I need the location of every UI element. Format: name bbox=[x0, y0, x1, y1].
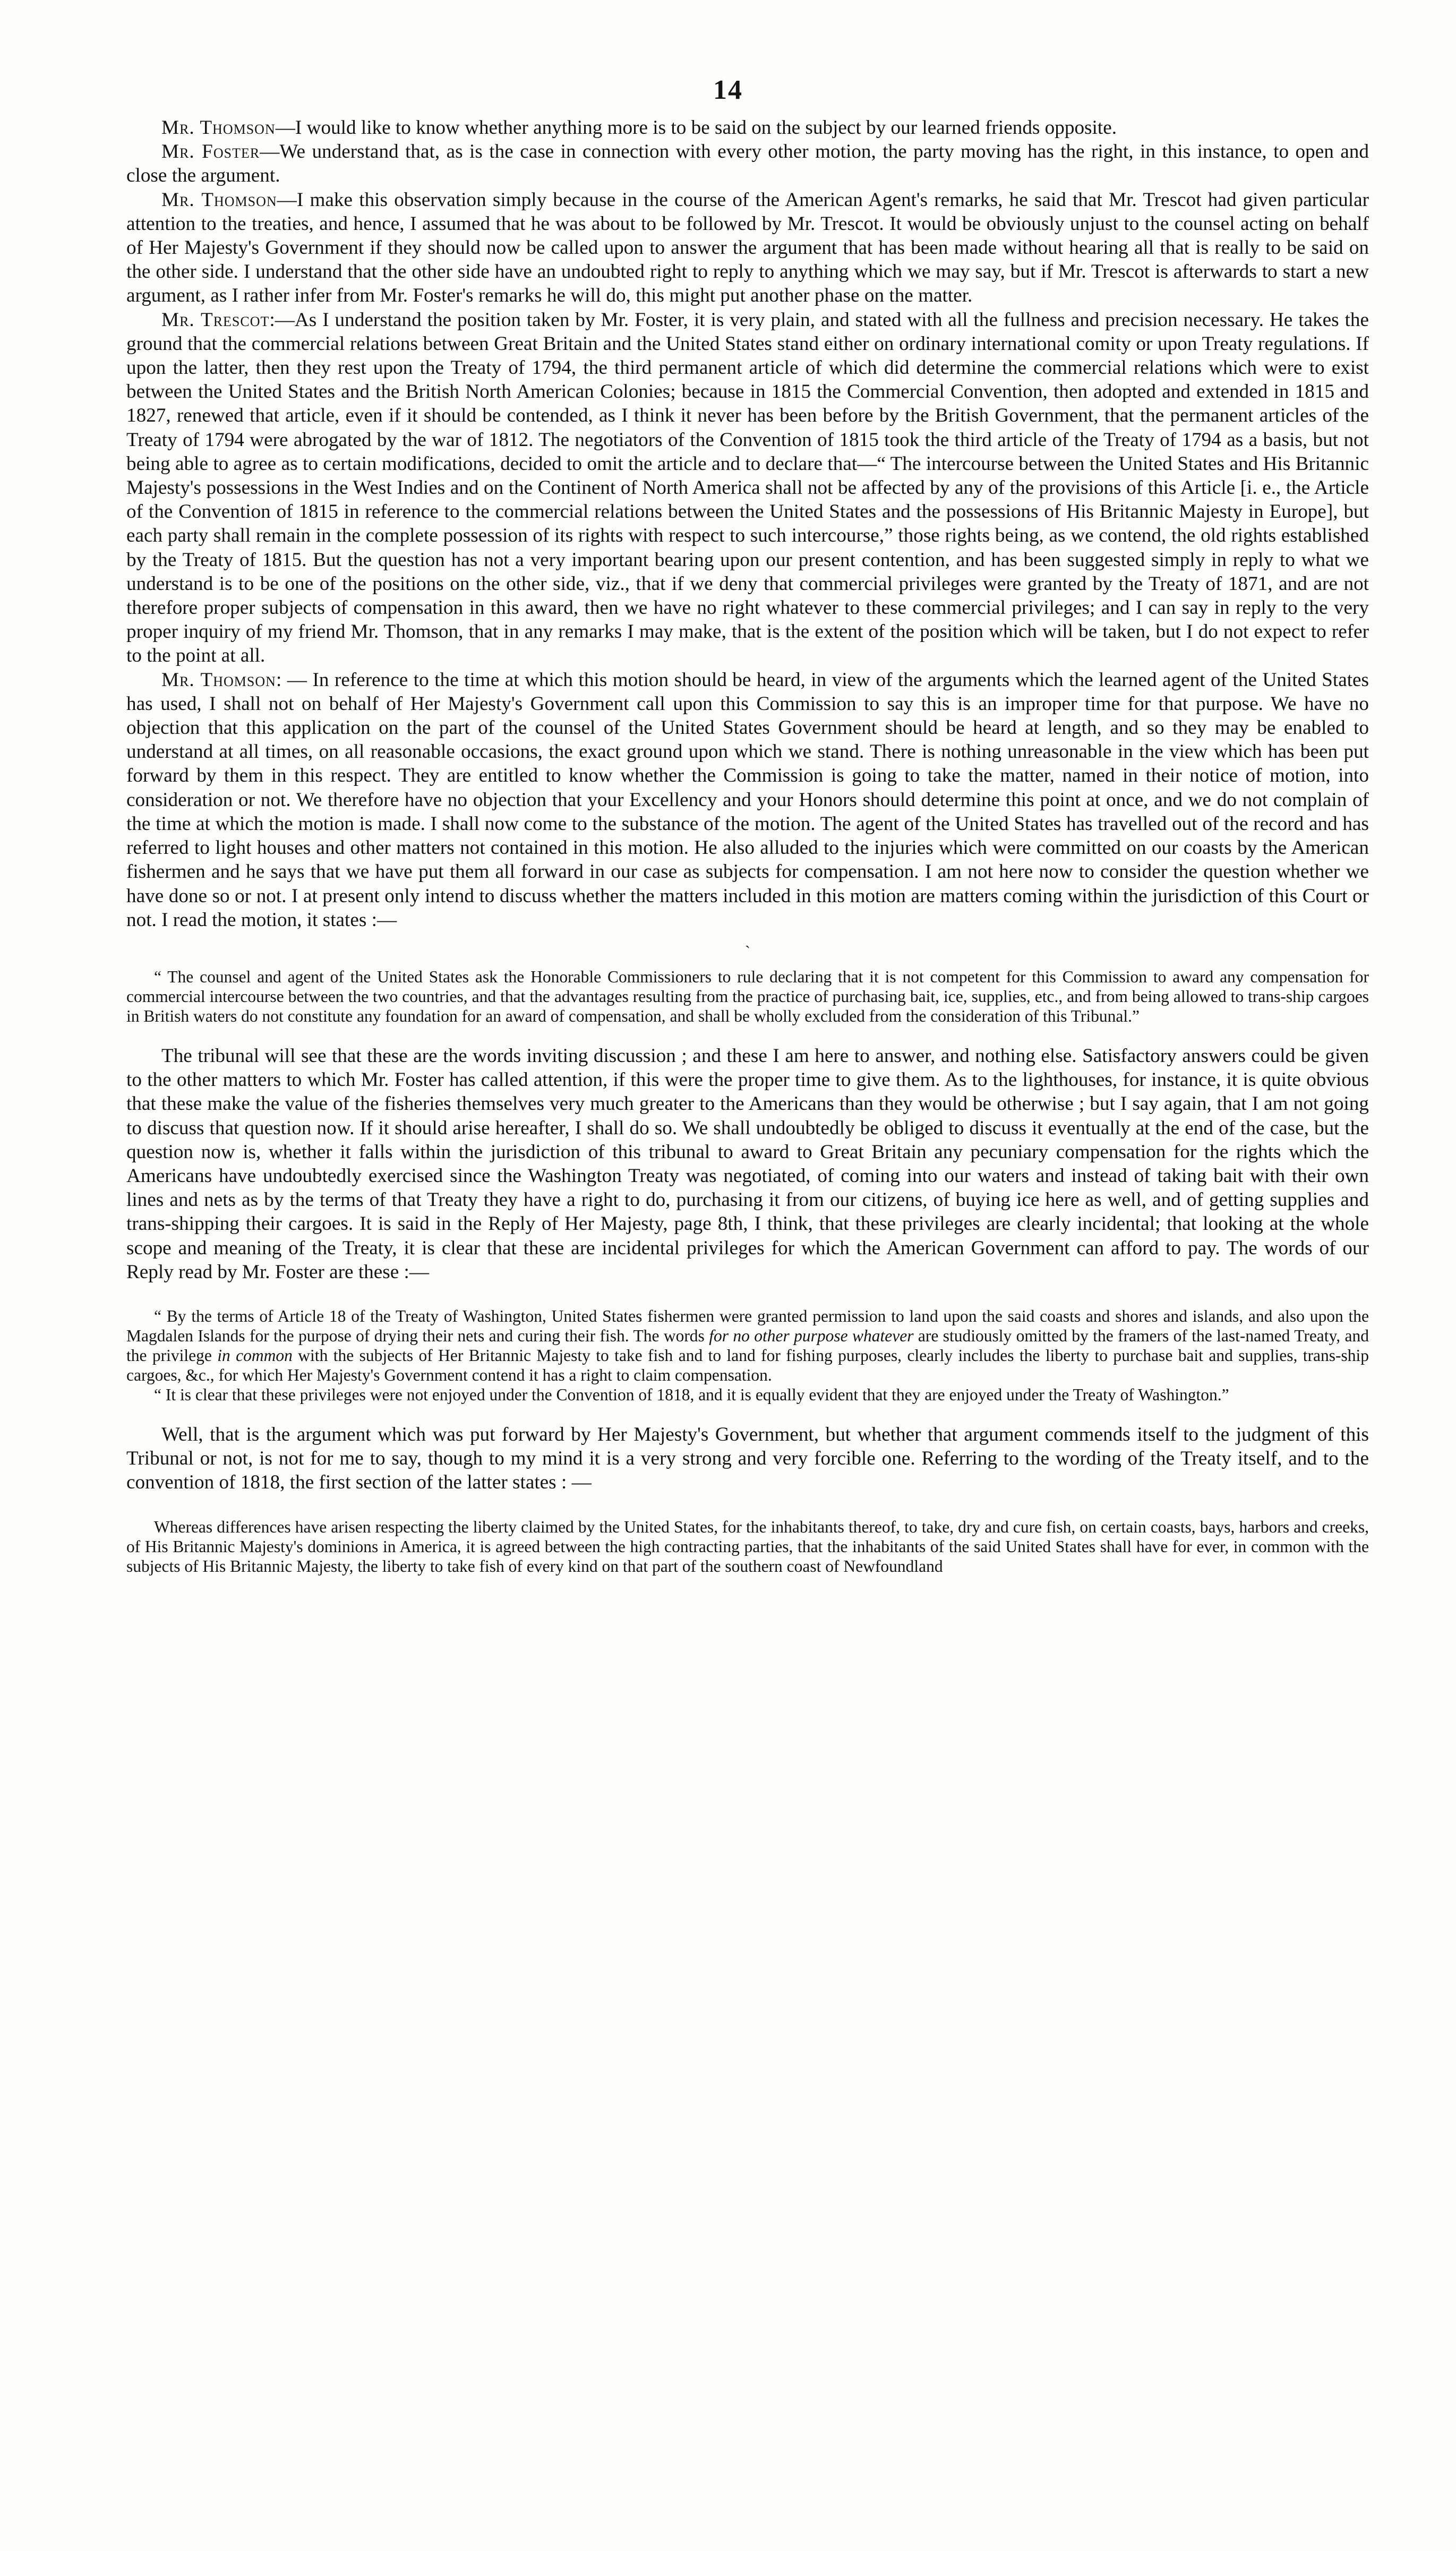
speaker-name: Mr. Foster bbox=[161, 141, 260, 163]
paragraph bbox=[126, 140, 1369, 187]
speaker-name: Mr. Thomson bbox=[161, 189, 277, 211]
paragraph: Well, that is the argument which was put forward by Her Majesty's Government, but whether that argument commends itself to the judgment of this Tribunal or not, is not for me to say, though to my mind it is a very strong and very forcible one. Referring to the wording of the Treaty itself, and to the convention of 1818, the first section of the latter states : — bbox=[126, 1423, 1369, 1494]
paragraph bbox=[126, 668, 1369, 932]
speaker-name: Mr. Thomson bbox=[161, 117, 276, 139]
speaker-name: Mr. Trescot bbox=[161, 309, 270, 331]
paragraph bbox=[126, 188, 1369, 308]
document-body bbox=[126, 116, 1369, 1594]
paragraph-text: : — In reference to the time at which this motion should be heard, in view of the arguments which the learned agent of the United States has used, I shall not on behalf of Her Majesty's Government call upon this Commission to say this is an improper time for that purpose. We have no objection that this application on the part of the counsel of the United States Government should be heard at length, and so they may be enabled to understand at all times, on all reasonable occasions, the exact ground upon which we stand. There is nothing unreasonable in the view which has been put forward by them in this respect. They are entitled to know whether the Commission is going to take the matter, named in their notice of motion, into consideration or not. We therefore have no objection that your Excellency and your Honors should determine this point at once, and we do not complain of the time at which the motion is made. I shall now come to the substance of the motion. The agent of the United States has travelled out of the record and has referred to light houses and other matters not contained in this motion. He also alluded to the injuries which were committed on our coasts by the American fishermen and he says that we have put them all forward in our case as subjects for compensation. I am not here now to consider the question whether we have done so or not. I at present only intend to discuss whether the matters included in this motion are matters coming within the jurisdiction of this Court or not. I read the motion, it states :— bbox=[126, 669, 1369, 931]
paragraph bbox=[126, 116, 1369, 140]
paragraph bbox=[126, 308, 1369, 668]
speaker-name: Mr. Thomson bbox=[161, 669, 276, 691]
quote-paragraph: “ It is clear that these privileges were not enjoyed under the Convention of 1818, and it is equally evident that they are enjoyed under the Treaty of Washington.” bbox=[154, 1385, 1229, 1404]
separator-mark: ˎ bbox=[745, 930, 750, 948]
block-quote-convention bbox=[126, 1517, 1369, 1576]
paragraph-text: —I make this observation simply because in the course of the American Agent's remarks, he said that Mr. Trescot had given particular attention to the treaties, and hence, I assumed that he was about to be followed by Mr. Trescot. It would be obviously unjust to the counsel acting on behalf of Her Majesty's Government if they should now be called upon to answer the argument that has been made without hearing all that is really to be said on the other side. I understand that the other side have an undoubted right to reply to anything which we may say, but if Mr. Trescot is afterwards to start a new argument, as I rather infer from Mr. Foster's remarks he will do, this might put another phase on the matter. bbox=[126, 189, 1369, 307]
quote-paragraph: “ By the terms of Article 18 of the Treaty of Washington, United States fishermen were granted permission to land upon the said coasts and shores and islands, and also upon the Magdalen Islands for the purpose of drying their nets and curing their fish. The words for no other purpose whatever are studiously omitted by the framers of the last-named Treaty, and the privilege in common with the subjects of Her Britannic Majesty to take fish and to land for fishing purposes, clearly includes the liberty to purchase bait and supplies, trans-ship cargoes, &c., for which Her Majesty's Government contend it has a right to claim compensation. bbox=[126, 1306, 1369, 1384]
page-number: 14 bbox=[713, 75, 743, 105]
block-quote-motion bbox=[126, 967, 1369, 1026]
quote-text: “ The counsel and agent of the United States ask the Honorable Commissioners to rule declaring that it is not competent for this Commission to award any compensation for commercial intercourse between the two countries, and that the advantages resulting from the practice of purchasing bait, ice, supplies, etc., and from being allowed to trans-ship cargoes in British waters do not constitute any foundation for an award of compensation, and shall be wholly excluded from the consideration of this Tribunal.” bbox=[126, 967, 1369, 1025]
paragraph: The tribunal will see that these are the words inviting discussion ; and these I am here to answer, and nothing else. Satisfactory answers could be given to the other matters to which Mr. Foster has called attention, if this were the proper time to give them. As to the lighthouses, for instance, it is quite obvious that these make the value of the fisheries themselves very much greater to the Americans than they would be otherwise ; but I say again, that I am not going to discuss that question now. If it should arise hereafter, I shall do so. We shall undoubtedly be obliged to discuss it eventually at the end of the case, but the question now is, whether it falls within the jurisdiction of this tribunal to award to Great Britain any pecuniary compensation for the rights which the Americans have undoubtedly exercised since the Washington Treaty was negotiated, of coming into our waters and instead of taking bait with their own lines and nets as by the terms of that Treaty they have a right to do, purchasing it from our citizens, of buying ice here as well, and of getting supplies and trans-shipping their cargoes. It is said in the Reply of Her Majesty, page 8th, I think, that these privileges are clearly incidental; that looking at the whole scope and meaning of the Treaty, it is clear that these are incidental privileges for which the American Government can afford to pay. The words of our Reply read by Mr. Foster are these :— bbox=[126, 1045, 1369, 1283]
paragraph-text: —We understand that, as is the case in connection with every other motion, the party moving has the right, in this instance, to open and close the argument. bbox=[126, 141, 1369, 187]
paragraph-text: —I would like to know whether anything more is to be said on the subject by our learned friends opposite. bbox=[275, 117, 1117, 139]
block-quote-reply bbox=[126, 1306, 1369, 1405]
quote-text: Whereas differences have arisen respecting the liberty claimed by the United States, for the inhabitants thereof, to take, dry and cure fish, on certain coasts, bays, harbors and creeks, of His Britannic Majesty's dominions in America, it is agreed between the high contracting parties, that the inhabitants of the said United States shall have for ever, in common with the subjects of His Britannic Majesty, the liberty to take fish of every kind on that part of the southern coast of Newfoundland bbox=[126, 1517, 1369, 1576]
paragraph-text: :—As I understand the position taken by Mr. Foster, it is very plain, and stated with all the fullness and precision necessary. He takes the ground that the commercial relations between Great Britain and the United States stand either on ordinary international comity or upon Treaty regulations. If upon the latter, then they rest upon the Treaty of 1794, the third permanent article of which did determine the commercial relations which were to exist between the United States and the British North American Colonies; because in 1815 the Commercial Convention, then adopted and extended in 1815 and 1827, renewed that article, even if it should be contended, as I think it never has been before by the British Government, that the permanent articles of the Treaty of 1794 were abrogated by the war of 1812. The negotiators of the Convention of 1815 took the third article of the Treaty of 1794 as a basis, but not being able to agree as to certain modifications, decided to omit the article and to declare that—“ The intercourse between the United States and His Britannic Majesty's possessions in the West Indies and on the Continent of North America shall not be affected by any of the provisions of this Article [i. e., the Article of the Convention of 1815 in reference to the commercial relations between the United States and the possessions of His Britannic Majesty in Europe], but each party shall remain in the complete possession of its rights with respect to such intercourse,” those rights being, as we contend, the old rights established by the Treaty of 1815. But the question has not a very important bearing upon our present contention, and has been suggested simply in reply to what we understand is to be one of the positions on the other side, viz., that if we deny that commercial privileges were granted by the Treaty of 1871, and are not therefore proper subjects of compensation in this award, then we have no right whatever to these commercial privileges; and I can say in reply to the very proper inquiry of my friend Mr. Thomson, that in any remarks I may make, that is the extent of the position which will be taken, but I do not expect to refer to the point at all. bbox=[126, 309, 1369, 667]
